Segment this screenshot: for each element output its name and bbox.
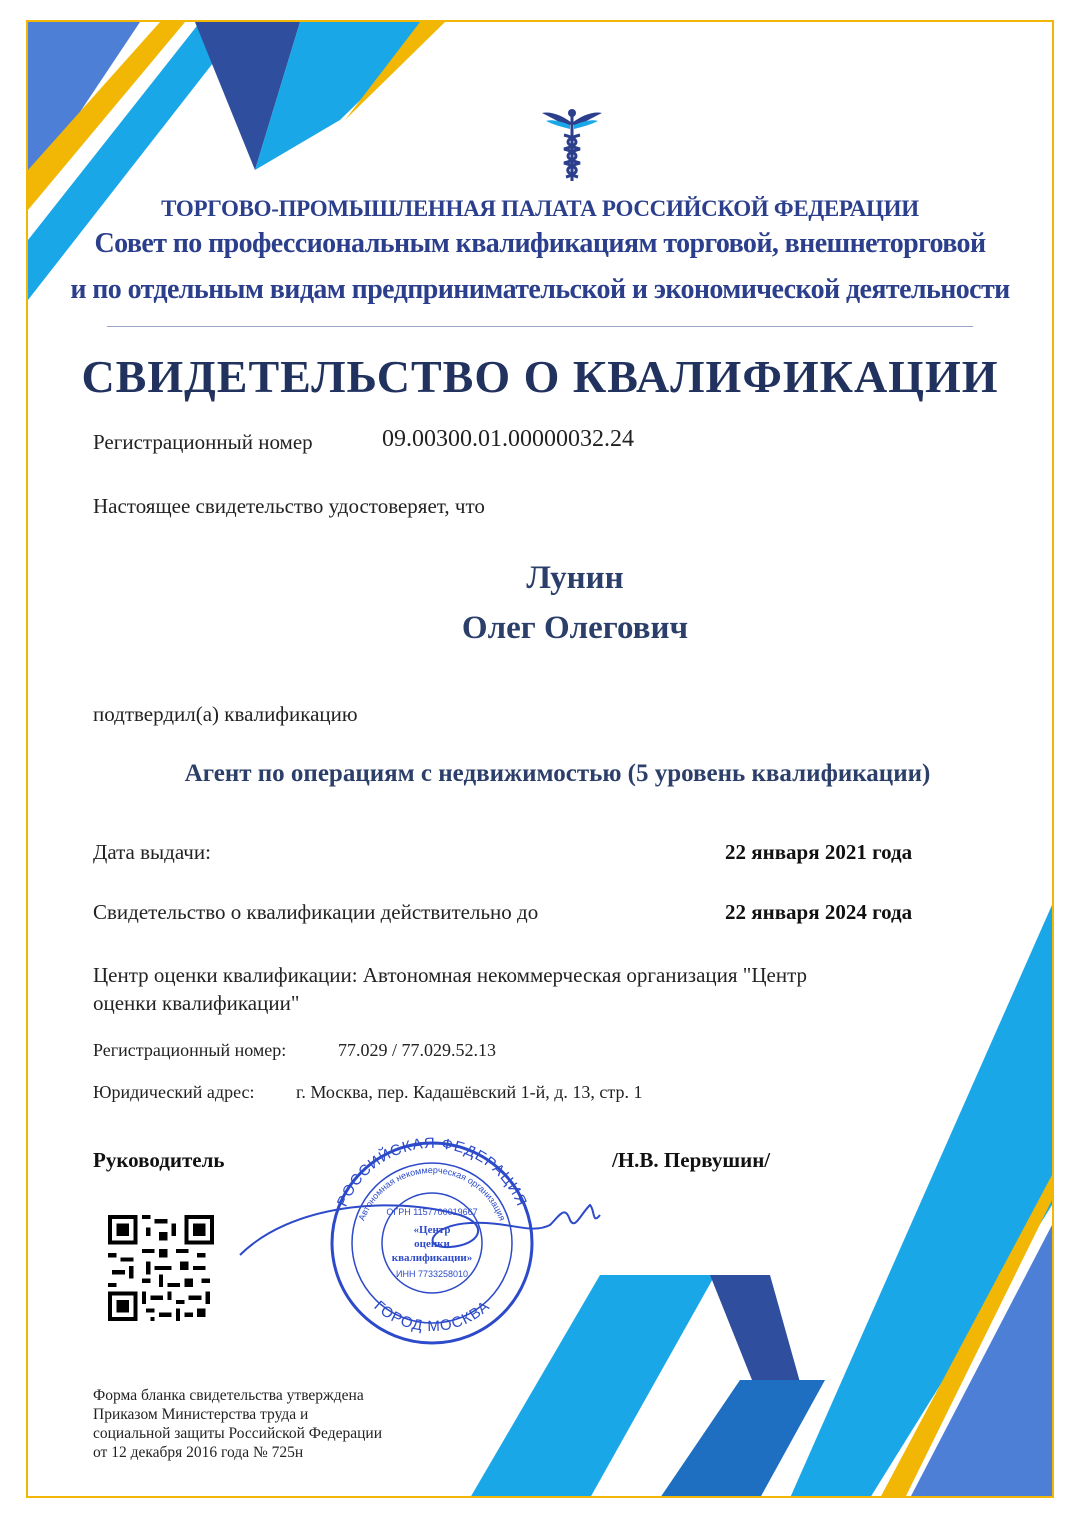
address-value: г. Москва, пер. Кадашёвский 1-й, д. 13, стр. 1 [296,1082,643,1102]
confirmed-text: подтвердил(а) квалификацию [93,702,358,726]
holder-surname: Лунин [526,560,624,596]
stamp-center-line-3: квалификации» [391,1252,473,1264]
issue-date-value: 22 января 2021 года [725,840,913,864]
center-line-1: Центр оценки квалификации: Автономная некоммерческая организация "Центр [93,963,808,987]
certificate-title: СВИДЕТЕЛЬСТВО О КВАЛИФИКАЦИИ [81,351,999,402]
center-reg-label: Регистрационный номер: [93,1040,287,1060]
issue-date-label: Дата выдачи: [93,840,211,864]
holder-given-names: Олег Олегович [461,610,689,646]
official-stamp [230,1135,630,1345]
svg-text:ГОРОД МОСКВА [371,1297,494,1335]
qualification-title: Агент по операциям с недвижимостью (5 уровень квалификации) [184,760,931,787]
footer-line-4: от 12 декабря 2016 года № 725н [93,1444,304,1461]
stamp-center-line-2: оценки [414,1238,450,1250]
council-line-1: Совет по профессиональным квалификациям торговой, внешнеторговой [94,228,986,259]
footer-line-3: социальной защиты Российской Федерации [93,1425,383,1442]
council-line-2: и по отдельным видам предпринимательской и экономической деятельности [70,274,1010,305]
address-label: Юридический адрес: [93,1082,255,1102]
valid-until-value: 22 января 2024 года [725,900,913,924]
certifies-text: Настоящее свидетельство удостоверяет, что [93,494,485,518]
stamp-ogrn: ОГРН 1157700019667 [386,1207,478,1217]
footer-note [93,1386,473,1462]
center-line-2: оценки квалификации" [93,991,300,1015]
registration-label: Регистрационный номер [93,430,313,454]
qr-code-icon[interactable] [108,1215,214,1321]
signatory-name: /Н.В. Первушин/ [612,1148,771,1172]
signatory-role: Руководитель [93,1148,225,1172]
footer-line-2: Приказом Министерства труда и [93,1406,309,1423]
footer-line-1: Форма бланка свидетельства утверждена [93,1387,364,1404]
stamp-center-line-1: «Центр [413,1224,451,1236]
stamp-outer-top-text: РОССИЙСКАЯ ФЕДЕРАЦИЯ [333,1135,531,1210]
stamp-outer-bottom-text: ГОРОД МОСКВА [370,1297,494,1336]
registration-number: 09.00300.01.00000032.24 [382,426,634,452]
valid-until-label: Свидетельство о квалификации действительно до [93,900,539,924]
stamp-inn: ИНН 7733258010 [395,1269,469,1279]
stamp-ring-text: Автономная некоммерческая организация [356,1164,508,1223]
center-reg-value: 77.029 / 77.029.52.13 [338,1040,497,1060]
caduceus-logo-icon [540,105,604,183]
header-divider [107,326,973,327]
chamber-name: ТОРГОВО-ПРОМЫШЛЕННАЯ ПАЛАТА РОССИЙСКОЙ ФЕДЕРАЦИИ [161,196,919,221]
